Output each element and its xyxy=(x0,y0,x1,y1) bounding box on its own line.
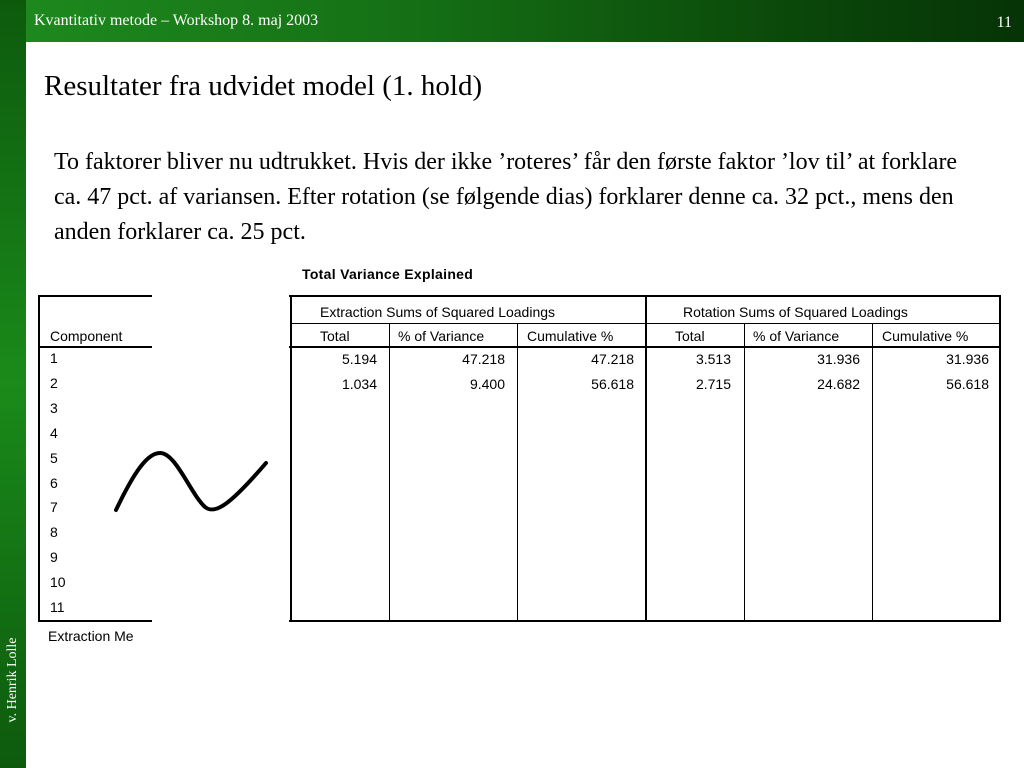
row-component-label: 2 xyxy=(50,374,58,391)
column-divider-5 xyxy=(872,323,873,622)
component-header: Component xyxy=(50,328,123,344)
presentation-title: Kvantitativ metode – Workshop 8. maj 2003 xyxy=(34,12,319,29)
row-component-label: 9 xyxy=(50,549,58,566)
table-cell: 31.936 xyxy=(817,351,860,367)
group-divider xyxy=(645,295,647,622)
table-cell: 47.218 xyxy=(462,351,505,367)
table-cell: 5.194 xyxy=(341,351,377,367)
row-component-label: 11 xyxy=(50,599,65,615)
column-header: Total xyxy=(320,328,350,344)
column-header: Cumulative % xyxy=(882,328,969,344)
column-divider-0 xyxy=(290,295,292,622)
table-cell: 2.715 xyxy=(695,375,731,392)
row-component-label: 5 xyxy=(50,449,58,466)
table-cell: 31.936 xyxy=(946,351,989,367)
table-top-border-left xyxy=(38,295,152,297)
header-bottom-border-left xyxy=(38,346,152,348)
row-component-label: 10 xyxy=(50,574,66,591)
row-component-label: 6 xyxy=(50,474,58,491)
wave-decoration xyxy=(110,445,270,515)
table-cell: 3.513 xyxy=(695,351,731,367)
group-header-rotation: Rotation Sums of Squared Loadings xyxy=(683,304,908,320)
row-component-label: 4 xyxy=(50,424,58,441)
column-header: Cumulative % xyxy=(527,328,614,344)
page-number: 11 xyxy=(996,14,1012,31)
table-cell: 24.682 xyxy=(817,375,860,392)
table-right-border xyxy=(999,295,1001,622)
table-bottom-border-left xyxy=(38,620,152,622)
author-label: v. Henrik Lolle xyxy=(5,637,20,723)
row-component-label: 8 xyxy=(50,524,58,541)
column-divider-4 xyxy=(744,323,745,622)
group-header-extraction: Extraction Sums of Squared Loadings xyxy=(320,304,556,320)
table-cell: 56.618 xyxy=(591,375,634,392)
row-component-label: 1 xyxy=(50,350,58,366)
column-header: Total xyxy=(675,328,705,344)
row-component-label: 3 xyxy=(50,399,58,416)
column-header: % of Variance xyxy=(398,328,485,344)
slide-title: Resultater fra udvidet model (1. hold) xyxy=(44,70,483,102)
table-cell: 9.400 xyxy=(469,375,505,392)
table-cell: 1.034 xyxy=(341,375,377,392)
table-cell: 47.218 xyxy=(591,351,634,367)
column-divider-2 xyxy=(517,323,518,622)
table-left-border xyxy=(38,295,40,622)
row-component-label: 7 xyxy=(50,499,58,516)
column-divider-1 xyxy=(389,323,390,622)
table-footnote: Extraction Me xyxy=(48,628,134,644)
slide-body: To faktorer bliver nu udtrukket. Hvis der ikke ’roteres’ får den første faktor ’lov til’ at forklare ca. 47 pct. af variansen. Efter rotation (se følgende dias) forklarer denne ca. 32 pct., mens den anden forklarer ca. 25 pct. xyxy=(54,149,958,245)
table-cell: 56.618 xyxy=(946,375,989,392)
table-title: Total Variance Explained xyxy=(302,266,474,282)
column-header: % of Variance xyxy=(753,328,840,344)
